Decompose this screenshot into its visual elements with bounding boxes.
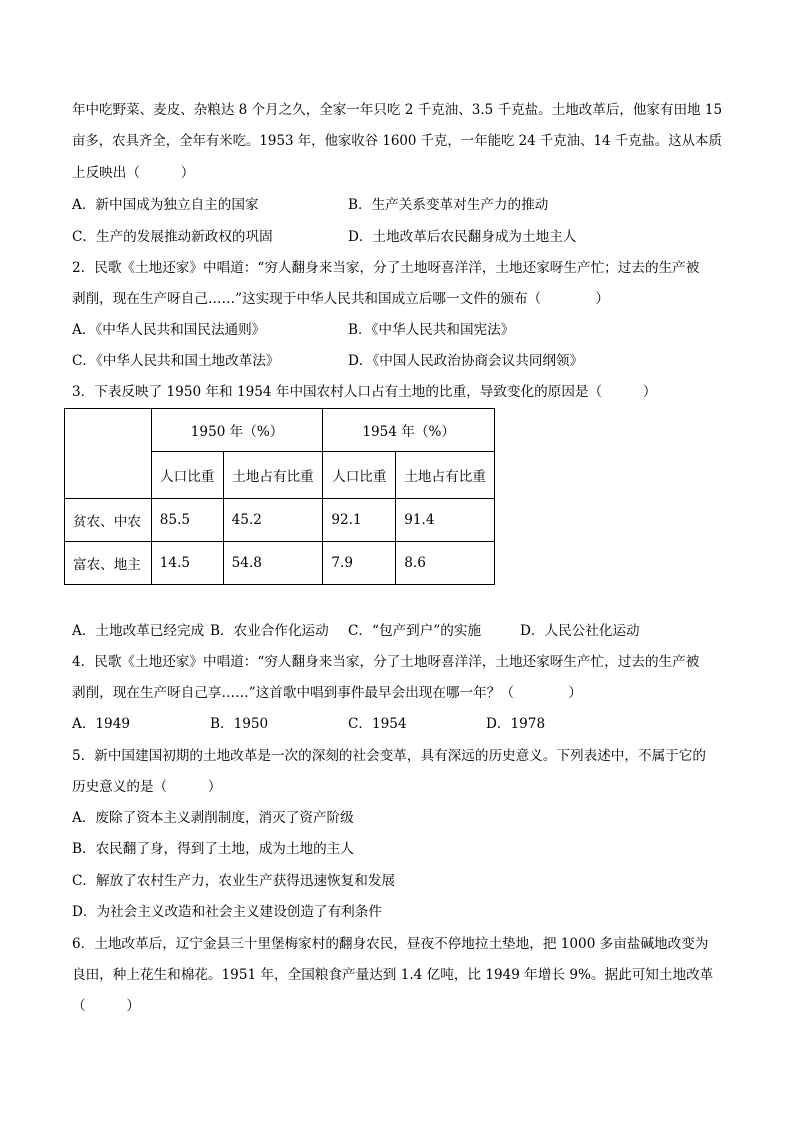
q2-stem-line-2: 剥削，现在生产呀自己……”这实现于中华人民共和国成立后哪一文件的颁布（ ） (72, 291, 610, 307)
table-corner-cell (65, 409, 152, 499)
q1-stem-line-2: 亩多，农具齐全，全年有米吃。1953 年，他家收谷 1600 千克，一年能吃 24 千克油、14 千克盐。这从本质 (72, 133, 722, 149)
table-cell: 92.1 (323, 499, 396, 542)
q6-stem-line-1: 6．土地改革后，辽宁金县三十里堡梅家村的翻身农民，昼夜不停地拉土垫地，把 1000 多亩盐碱地改变为 (72, 936, 709, 952)
table-year-header: 1954 年（%） (323, 409, 495, 452)
q5-option-d[interactable]: D．为社会主义改造和社会主义建设创造了有利条件 (72, 904, 382, 920)
q3-option-a[interactable]: A．土地改革已经完成 (72, 623, 205, 639)
table-year-header: 1950 年（%） (151, 409, 323, 452)
table-cell: 14.5 (151, 542, 223, 585)
q2-option-d[interactable]: D．《中国人民政治协商会议共同纲领》 (348, 353, 584, 369)
q3-stem: 3．下表反映了 1950 年和 1954 年中国农村人口占有土地的比重，导致变化的原因是（ ） (72, 384, 657, 400)
land-share-table (64, 408, 495, 585)
q4-option-b[interactable]: B．1950 (210, 716, 269, 732)
q1-stem-line-1: 年中吃野菜、麦皮、杂粮达 8 个月之久，全家一年只吃 2 千克油、3.5 千克盐。土地改革后，他家有田地 15 (72, 102, 723, 118)
q5-option-c[interactable]: C．解放了农村生产力，农业生产获得迅速恢复和发展 (72, 873, 396, 889)
q4-stem-line-1: 4．民歌《土地还家》中唱道：“穷人翻身来当家，分了土地呀喜洋洋，土地还家呀生产忙，过去的生产被 (72, 654, 700, 670)
table-row-label: 贫农、中农 (65, 499, 152, 542)
table-cell: 54.8 (223, 542, 323, 585)
q6-stem-line-2: 良田，种上花生和棉花。1951 年，全国粮食产量达到 1.4 亿吨，比 1949 年增长 9%。据此可知土地改革 (72, 967, 714, 983)
table-row (65, 542, 495, 585)
table-subheader: 土地占有比重 (396, 452, 495, 499)
q6-stem-line-3: （ ） (72, 998, 140, 1014)
q2-option-a[interactable]: A．《中华人民共和国民法通则》 (72, 322, 266, 338)
table-header-row (65, 409, 495, 452)
q5-option-b[interactable]: B．农民翻了身，得到了土地，成为土地的主人 (72, 841, 354, 857)
q4-stem-line-2: 剥削，现在生产呀自己享……”这首歌中唱到事件最早会出现在哪一年？（ ） (72, 685, 582, 701)
q2-stem-line-1: 2．民歌《土地还家》中唱道：“穷人翻身来当家，分了土地呀喜洋洋，土地还家呀生产忙；过去的生产被 (72, 260, 700, 276)
q2-option-b[interactable]: B．《中华人民共和国宪法》 (348, 322, 515, 338)
q4-option-d[interactable]: D．1978 (486, 716, 546, 732)
table-cell: 8.6 (396, 542, 495, 585)
table-cell: 91.4 (396, 499, 495, 542)
q1-option-c[interactable]: C．生产的发展推动新政权的巩固 (72, 229, 273, 245)
q5-option-a[interactable]: A．废除了资本主义剥削制度，消灭了资产阶级 (72, 810, 354, 826)
table-cell: 85.5 (151, 499, 223, 542)
q2-option-c[interactable]: C．《中华人民共和国土地改革法》 (72, 353, 280, 369)
table-subheader: 土地占有比重 (223, 452, 323, 499)
q3-option-c[interactable]: C．“包产到户”的实施 (348, 623, 482, 639)
table-subheader: 人口比重 (323, 452, 396, 499)
table-cell: 45.2 (223, 499, 323, 542)
q1-option-d[interactable]: D．土地改革后农民翻身成为土地主人 (348, 229, 577, 245)
q4-option-a[interactable]: A．1949 (72, 716, 131, 732)
q3-option-b[interactable]: B．农业合作化运动 (210, 623, 329, 639)
q1-stem-line-3: 上反映出（ ） (72, 165, 195, 181)
q3-option-d[interactable]: D．人民公社化运动 (520, 623, 640, 639)
table-subheader: 人口比重 (151, 452, 223, 499)
q1-option-b[interactable]: B．生产关系变革对生产力的推动 (348, 197, 549, 213)
q5-stem-line-1: 5．新中国建国初期的土地改革是一次的深刻的社会变革，具有深远的历史意义。下列表述中，不属于它的 (72, 748, 706, 764)
q5-stem-line-2: 历史意义的是（ ） (72, 779, 222, 795)
table-cell: 7.9 (323, 542, 396, 585)
table-row-label: 富农、地主 (65, 542, 152, 585)
q4-option-c[interactable]: C．1954 (348, 716, 407, 732)
table-row (65, 499, 495, 542)
q1-option-a[interactable]: A．新中国成为独立自主的国家 (72, 197, 259, 213)
